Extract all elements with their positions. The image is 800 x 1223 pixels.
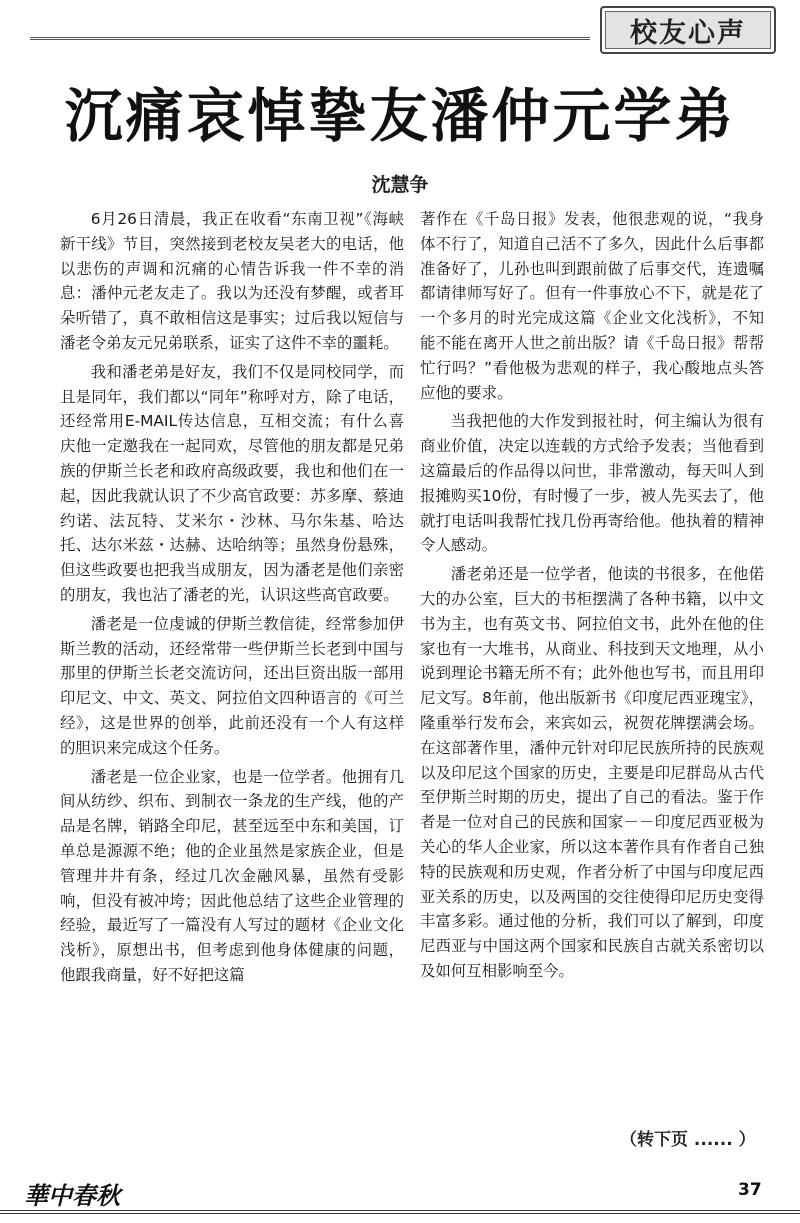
page-number: 37 — [738, 1180, 762, 1200]
paragraph: 6月26日清晨，我正在收看“东南卫视”《海峡新干线》节目，突然接到老校友吴老大的电话，他以悲伤的声调和沉痛的心情告诉我一件不幸的消息：潘仲元老友走了。我以为还没有梦醒，或者耳朵听错了，真不敢相信这是事实；过后我以短信与潘老令弟友元兄弟联系，证实了这件不幸的噩耗。 — [60, 210, 404, 352]
article-column-right — [420, 207, 764, 988]
paragraph: 我和潘老弟是好友，我们不仅是同校同学，而且是同年，我们都以“同年”称呼对方，除了电话，还经常用E-MAIL传达信息，互相交流；有什么喜庆他一定邀我在一起同欢，尽管他的朋友都是兄弟族的伊斯兰长老和政府高级政要，我也和他们在一起，因此我就认识了不少高官政要：苏多摩、蔡迪约诺、法瓦特、艾米尔・沙林、马尔朱基、哈达托、达尔米兹・达赫、达哈纳等；虽然身份悬殊，但这些政要也把我当成朋友，因为潘老是他们亲密的朋友，我也沾了潘老的光，认识这些高官政要。 — [60, 362, 404, 604]
continued-next-page-note: （转下页 ...... ） — [620, 1130, 756, 1150]
paragraph: 著作在《千岛日报》发表，他很悲观的说，“我身体不行了，知道自己活不了多久，因此什么后事都准备好了，儿孙也叫到跟前做了后事交代，连遗嘱都请律师写好了。但有一件事放心不下，就是花了一个多月的时光完成这篇《企业文化浅析》，不知能不能在离开人世之前出版？请《千岛日报》帮帮忙行吗？”看他极为悲观的样子，我心酸地点头答应他的要求。 — [420, 210, 764, 402]
article-column-left — [60, 207, 404, 992]
publication-logo: 華中春秋 — [24, 1181, 120, 1210]
paragraph: 潘老是一位企业家，也是一位学者。他拥有几间从纺纱、织布、到制衣一条龙的生产线，他的产品是名牌，销路全印尼，甚至远至中东和美国，订单总是源源不绝；他的企业虽然是家族企业，但是管理井井有条，经过几次金融风暴，虽然有受影响，但没有被冲垮；因此他总结了这些企业管理的经验，最近写了一篇没有人写过的题材《企业文化浅析》，原想出书，但考虑到他身体健康的问题，他跟我商量，好不好把这篇 — [60, 767, 404, 984]
header-rule — [30, 37, 590, 40]
author-byline: 沈慧争 — [371, 174, 429, 196]
section-label: 校友心声 — [630, 17, 746, 49]
paragraph: 当我把他的大作发到报社时，何主编认为很有商业价值，决定以连载的方式给予发表；当他看到这篇最后的作品得以问世，非常激动，每天叫人到报摊购买10份，有时慢了一步，被人先买去了，他就打电话叫我帮忙找几份再寄给他。他执着的精神令人感动。 — [420, 412, 764, 555]
section-tag — [600, 6, 776, 54]
paragraph: 潘老弟还是一位学者，他读的书很多，在他偌大的办公室，巨大的书柜摆满了各种书籍，以中文书为主，也有英文书、阿拉伯文书，此外在他的住家也有一大堆书，从商业、科技到天文地理，从小说到理论书籍无所不有；此外他也写书，而且用印尼文写。8年前，他出版新书《印度尼西亚瑰宝》，隆重举行发布会，来宾如云，祝贺花牌摆满会场。在这部著作里，潘仲元针对印尼民族所持的民族观以及印尼这个国家的历史，主要是印尼群岛从古代至伊斯兰时期的历史，提出了自己的看法。鉴于作者是一位对自己的民族和国家－－印度尼西亚极为关心的华人企业家，所以这本著作具有作者自己独特的民族观和历史观，作者分析了中国与印度尼西亚关系的历史，以及两国的交往使得印尼历史变得丰富多彩。通过他的分析，我们可以了解到，印度尼西亚与中国这两个国家和民族自古就关系密切以及如何互相影响至今。 — [420, 565, 764, 980]
article-title: 沉痛哀悼挚友潘仲元学弟 — [64, 82, 736, 150]
footer-rule — [0, 1210, 800, 1214]
paragraph: 潘老是一位虔诚的伊斯兰教信徒，经常参加伊斯兰教的活动，还经常带一些伊斯兰长老到中国与那里的伊斯兰长老交流访问，还出巨资出版一部用印尼文、中文、英文、阿拉伯文四种语言的《可兰经》，这是世界的创举，此前还没有一个人有这样的胆识来完成这个任务。 — [60, 614, 404, 757]
